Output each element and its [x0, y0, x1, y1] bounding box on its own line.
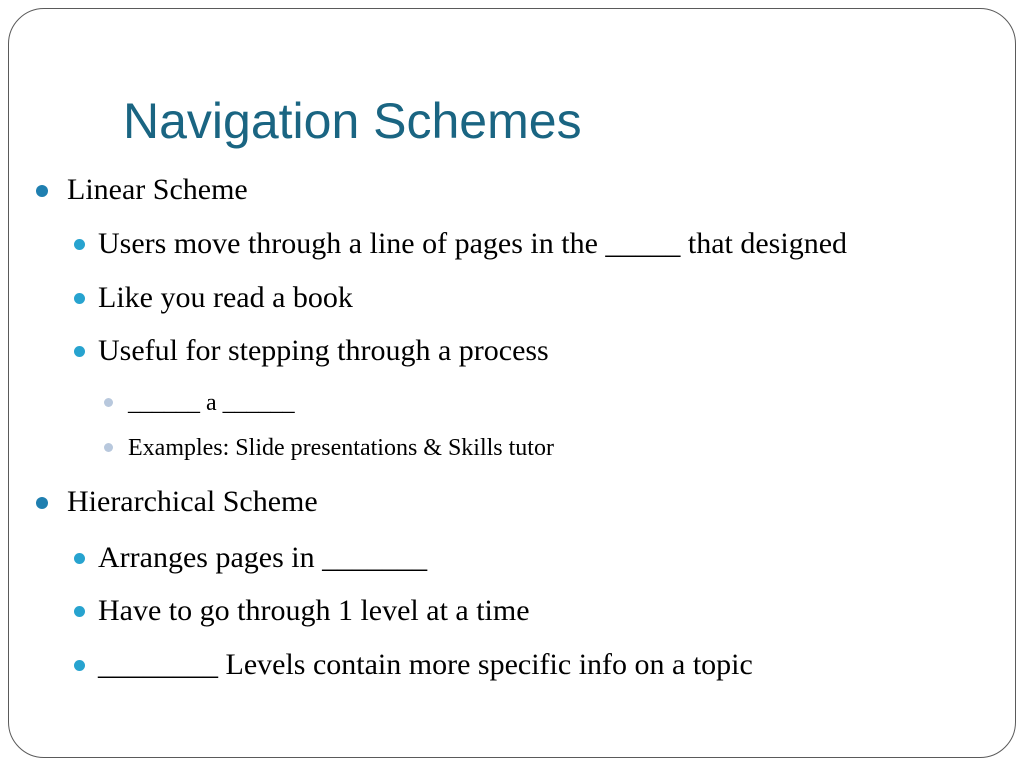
bullet-dot-icon	[74, 606, 85, 617]
bullet-dot-icon	[104, 398, 113, 407]
bullet-text: Examples: Slide presentations & Skills tutor	[128, 435, 554, 461]
bullet-dot-icon	[104, 443, 113, 452]
bullet-dot-icon	[74, 660, 85, 671]
bullet-dot-icon	[36, 185, 48, 197]
bullet-users-move	[98, 226, 847, 262]
bullet-text: Users move through a line of pages in the _____ that designed	[98, 227, 848, 260]
bullet-text: ________ Levels contain more specific info on a topic	[98, 648, 753, 681]
bullet-dot-icon	[74, 293, 85, 304]
bullet-examples	[128, 433, 554, 463]
bullet-dot-icon	[36, 497, 48, 509]
bullet-text: Like you read a book	[98, 281, 353, 314]
bullet-text: Have to go through 1 level at a time	[98, 594, 530, 627]
bullet-dot-icon	[74, 553, 85, 564]
slide-frame	[8, 8, 1016, 758]
bullet-dot-icon	[74, 346, 85, 357]
bullet-dot-icon	[74, 239, 85, 250]
bullet-text: Arranges pages in _______	[98, 541, 428, 574]
bullet-linear-scheme	[67, 172, 248, 208]
bullet-text: Linear Scheme	[67, 173, 248, 206]
bullet-text: Hierarchical Scheme	[67, 485, 318, 518]
bullet-one-level	[98, 593, 530, 629]
bullet-levels-contain	[98, 647, 753, 683]
bullet-hierarchical-scheme	[67, 484, 318, 520]
bullet-text: Useful for stepping through a process	[98, 334, 549, 367]
bullet-blank-a-blank	[128, 388, 295, 418]
bullet-text: ______ a ______	[128, 390, 295, 416]
bullet-useful-process	[98, 333, 549, 369]
bullet-arranges-pages	[98, 540, 427, 576]
slide-title: Navigation Schemes	[123, 93, 582, 149]
bullet-like-book	[98, 280, 353, 316]
